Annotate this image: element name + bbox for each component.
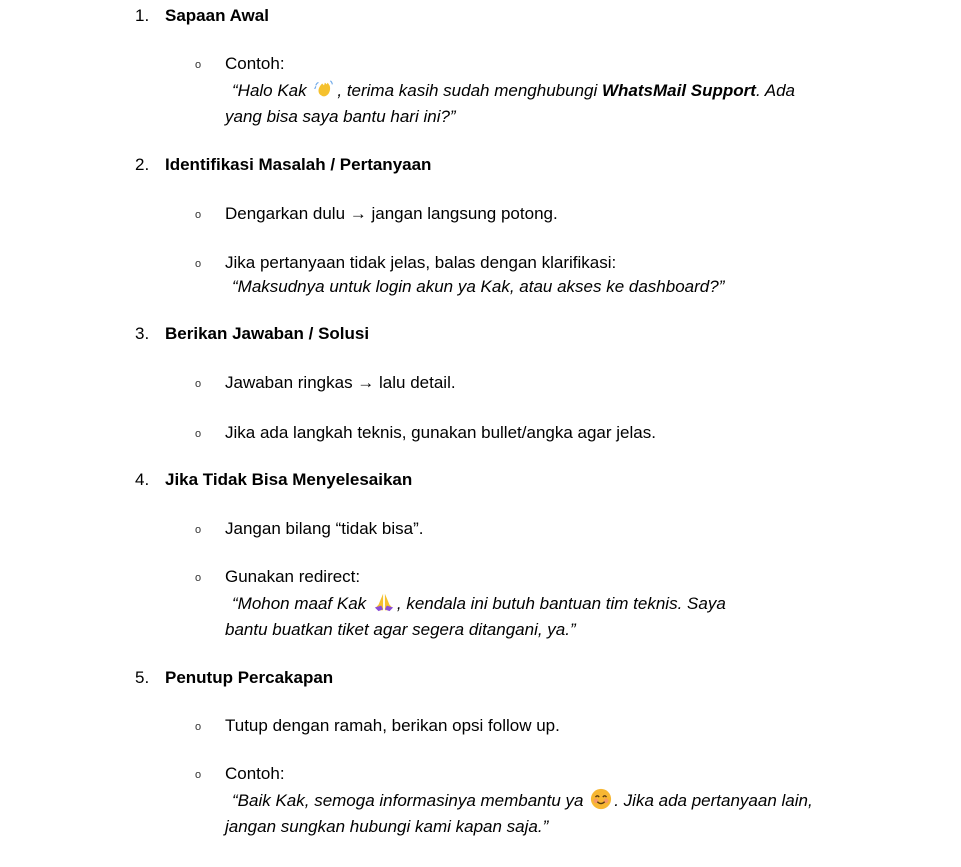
list-item-text: Jawaban ringkas → lalu detail. [225, 373, 456, 392]
folded-hands-icon [373, 591, 395, 613]
bullet-icon: o [195, 769, 202, 781]
example-quote: “Mohon maaf Kak , kendala ini butuh bantuan tim teknis. Saya bantu buatkan tiket agar segera ditangani, ya.” [225, 591, 875, 643]
bullet-icon: o [195, 721, 202, 733]
list-item-text: Contoh: [225, 764, 285, 783]
list-number: 3. [135, 324, 150, 343]
section-heading: Penutup Percakapan [165, 668, 334, 687]
bullet-icon: o [195, 378, 202, 390]
section-heading: Sapaan Awal [165, 6, 269, 25]
bullet-icon: o [195, 428, 202, 440]
section-heading: Jika Tidak Bisa Menyelesaikan [165, 470, 413, 489]
list-item-text: Gunakan redirect: [225, 567, 361, 586]
list-number: 2. [135, 155, 150, 174]
list-item-text: Dengarkan dulu → jangan langsung potong. [225, 204, 558, 223]
list-number: 4. [135, 470, 150, 489]
bullet-icon: o [195, 524, 202, 536]
list-item-text: Contoh: [225, 54, 285, 73]
list-item-text: Jika ada langkah teknis, gunakan bullet/angka agar jelas. [225, 423, 656, 442]
bullet-icon: o [195, 209, 202, 221]
bullet-icon: o [195, 59, 202, 71]
bullet-icon: o [195, 258, 202, 270]
example-quote: “Baik Kak, semoga informasinya membantu ya . Jika ada pertanyaan lain, jangan sungkan hubungi kami kapan saja.” [225, 788, 875, 840]
list-item-text: Jika pertanyaan tidak jelas, balas dengan klarifikasi: [225, 253, 617, 272]
list-number: 1. [135, 6, 150, 25]
list-item-text: Jangan bilang “tidak bisa”. [225, 519, 424, 538]
waving-hand-icon [313, 78, 335, 100]
smiling-face-icon [590, 788, 612, 810]
section-heading: Identifikasi Masalah / Pertanyaan [165, 155, 432, 174]
list-number: 5. [135, 668, 150, 687]
brand-name: WhatsMail Support [601, 81, 756, 100]
list-item-text: Tutup dengan ramah, berikan opsi follow up. [225, 716, 560, 735]
bullet-icon: o [195, 572, 202, 584]
example-quote: “Halo Kak , terima kasih sudah menghubungi WhatsMail Support. Ada yang bisa saya bantu hari ini?” [225, 78, 875, 130]
section-heading: Berikan Jawaban / Solusi [165, 324, 370, 343]
example-quote: “Maksudnya untuk login akun ya Kak, atau akses ke dashboard?” [232, 277, 725, 296]
